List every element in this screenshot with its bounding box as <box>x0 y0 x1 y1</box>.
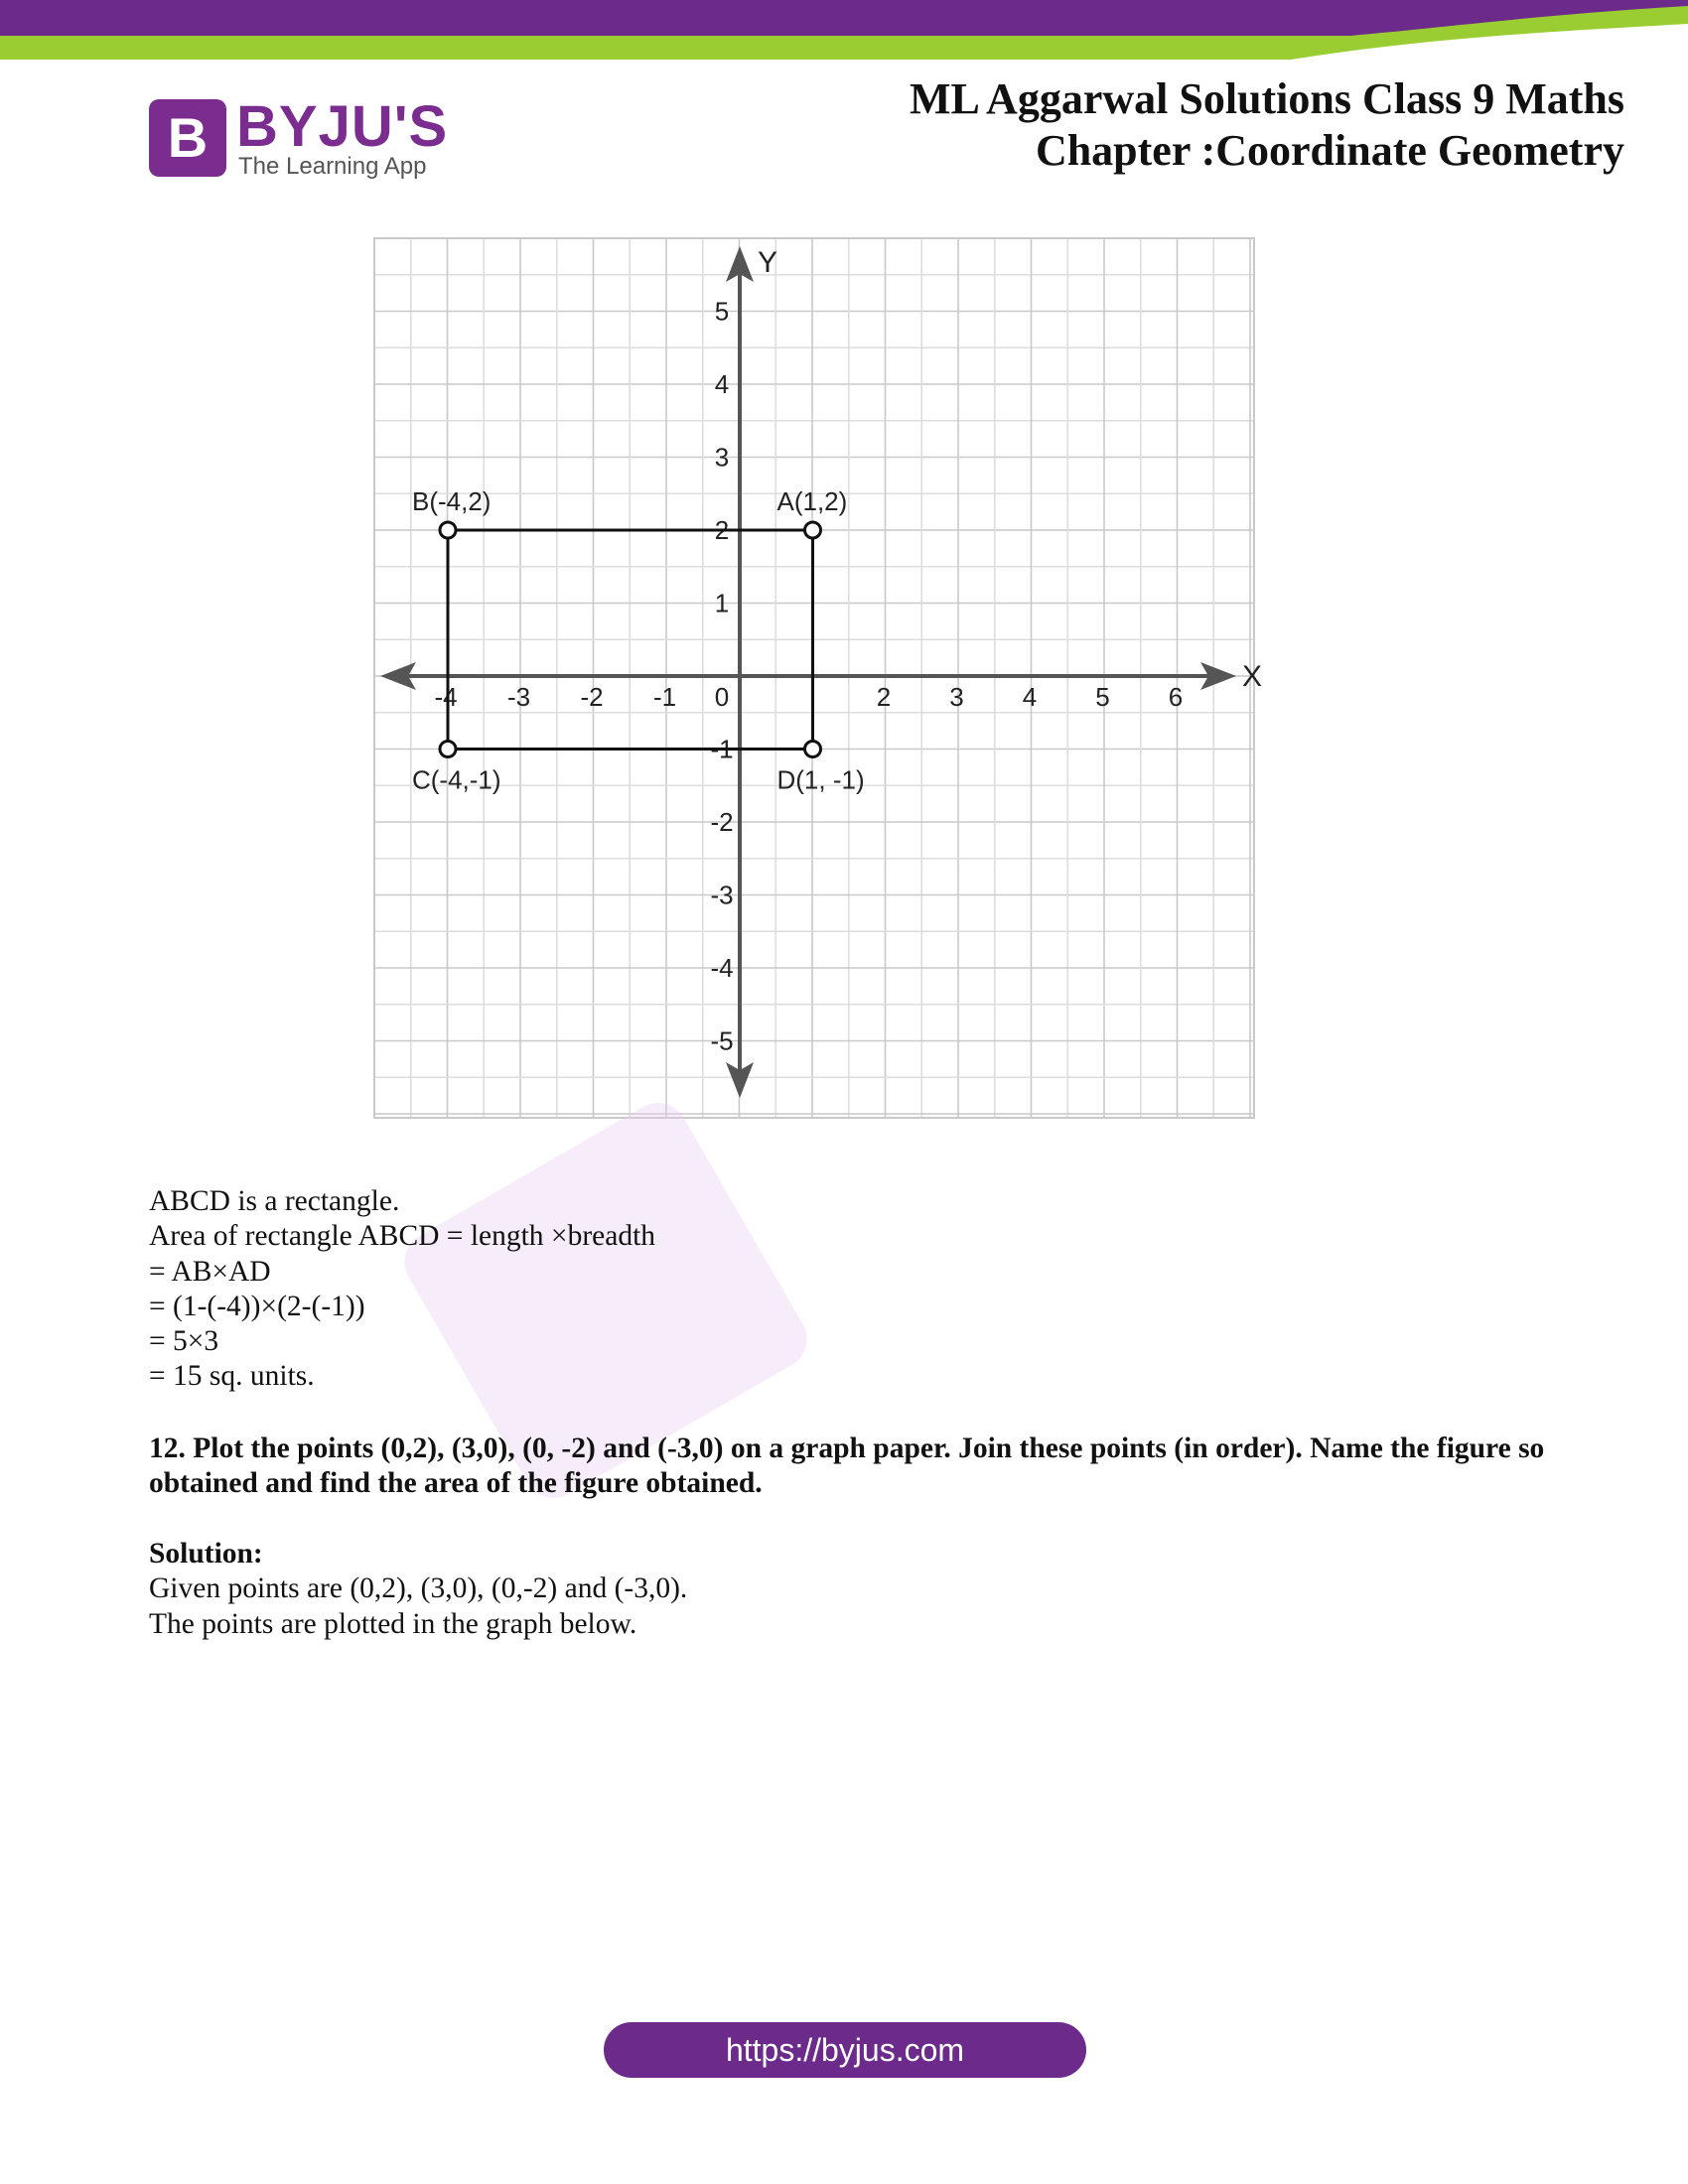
solution-line: The points are plotted in the graph below. <box>149 1607 637 1640</box>
y-tick-label: 4 <box>714 369 730 399</box>
step-line: = 5×3 <box>149 1325 219 1358</box>
page-title-line2: Chapter :Coordinate Geometry <box>1035 126 1624 175</box>
y-tick-label: 3 <box>714 442 730 473</box>
x-tick-label: -3 <box>506 682 531 712</box>
x-tick-label: 2 <box>876 682 892 712</box>
coordinate-graph <box>372 236 1263 1120</box>
point-label: D(1, -1) <box>776 764 865 795</box>
y-tick-label: -2 <box>710 807 734 837</box>
origin-label: 0 <box>714 682 730 712</box>
point-marker <box>805 522 821 538</box>
y-tick-label: 1 <box>714 588 730 618</box>
x-tick-label: 4 <box>1022 682 1038 712</box>
solution-heading: Solution: <box>149 1538 263 1570</box>
x-tick-label: -1 <box>652 682 677 712</box>
top-banner <box>0 0 1688 60</box>
step-line: = (1-(-4))×(2-(-1)) <box>149 1290 365 1322</box>
solution-line: Given points are (0,2), (3,0), (0,-2) and (-3,0). <box>149 1572 688 1605</box>
y-axis-label: Y <box>757 246 778 279</box>
solution-steps <box>149 1184 655 1395</box>
point-label: A(1,2) <box>776 486 848 516</box>
logo-mark: B <box>149 99 226 177</box>
page-title-line1: ML Aggarwal Solutions Class 9 Maths <box>910 74 1624 123</box>
footer-url-link[interactable]: https://byjus.com <box>604 2022 1086 2078</box>
page-title <box>910 73 1624 177</box>
point-label: C(-4,-1) <box>412 764 501 795</box>
x-tick-label: 5 <box>1095 682 1110 712</box>
y-tick-label: -5 <box>710 1025 734 1056</box>
point-marker <box>805 742 821 757</box>
y-tick-label: -1 <box>710 734 734 764</box>
x-tick-label: 3 <box>949 682 964 712</box>
x-tick-label: -2 <box>580 682 604 712</box>
step-line: = AB×AD <box>149 1255 271 1288</box>
logo-tagline: The Learning App <box>238 153 427 180</box>
x-tick-label: -4 <box>434 682 458 712</box>
y-tick-label: -4 <box>710 953 734 983</box>
y-tick-label: 5 <box>714 296 730 327</box>
x-axis-label: X <box>1241 660 1263 693</box>
byjus-logo[interactable] <box>149 94 449 183</box>
step-line: = 15 sq. units. <box>149 1360 315 1393</box>
point-label: B(-4,2) <box>412 486 492 516</box>
point-marker <box>440 522 456 538</box>
y-tick-label: -3 <box>710 880 734 910</box>
x-tick-label: 6 <box>1168 682 1184 712</box>
solution-block <box>149 1537 687 1642</box>
graph-axes <box>380 246 1236 1098</box>
y-tick-label: 2 <box>714 515 730 545</box>
step-line: Area of rectangle ABCD = length ×breadth <box>149 1220 656 1253</box>
point-marker <box>440 742 456 757</box>
logo-brand: BYJU'S <box>236 94 449 159</box>
step-line: ABCD is a rectangle. <box>149 1185 400 1217</box>
question-12: 12. Plot the points (0,2), (3,0), (0, -2) and (-3,0) on a graph paper. Join these points (in order). Name the figure so obtained and find the area of the figure obtained. <box>149 1433 1545 1500</box>
